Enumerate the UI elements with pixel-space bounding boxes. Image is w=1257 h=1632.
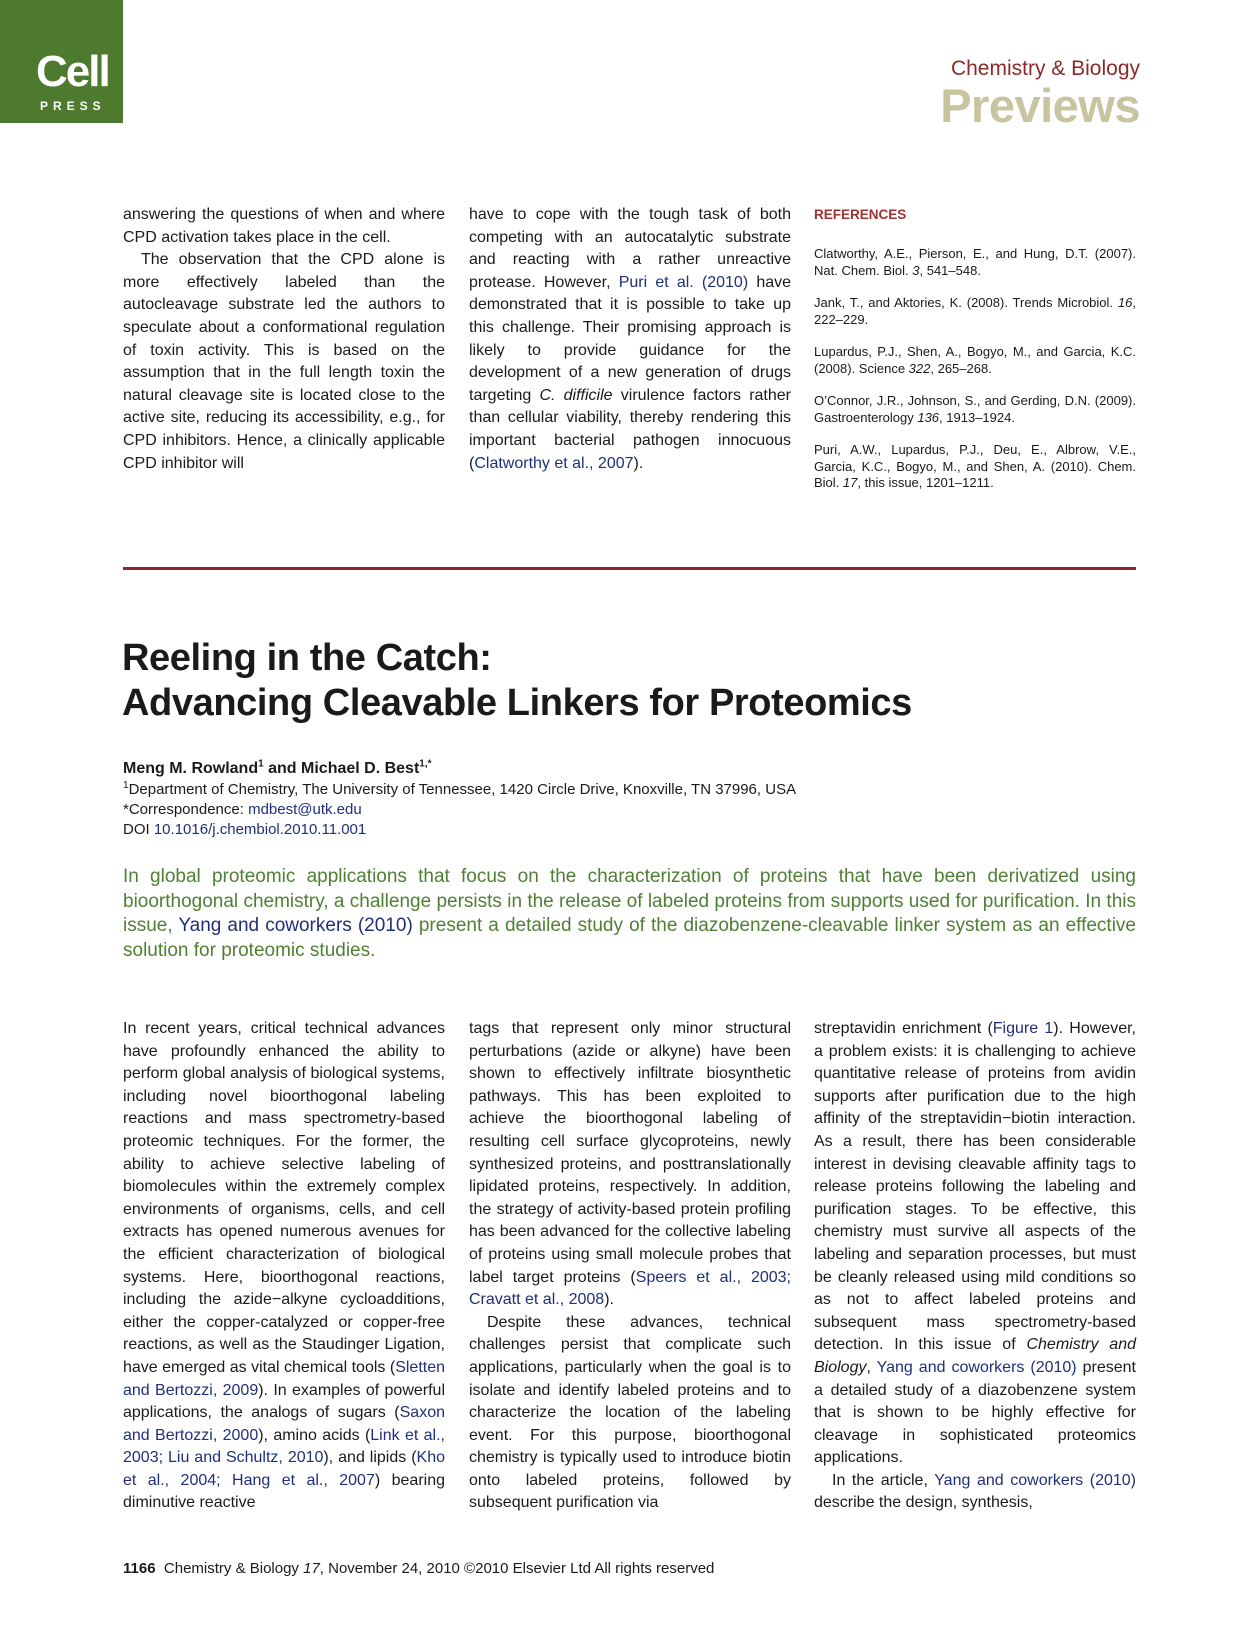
email-link[interactable]: mdbest@utk.edu (248, 801, 362, 818)
top-column-1 (123, 204, 445, 475)
reference-item: Lupardus, P.J., Shen, A., Bogyo, M., and Garcia, K.C. (2008). Science 322, 265–268. (814, 344, 1136, 376)
paragraph: have to cope with the tough task of both competing with an autocatalytic substrate and reacting with a rather unreactive protease. However, Puri et al. (2010) have demonstrated that it is possible to take up this challenge. Their promising approach is likely to provide guidance for the development of a new generation of drugs targeting C. difficile virulence factors rather than cellular viability, thereby rendering this important bacterial pathogen innocuous (Clatworthy et al., 2007). (469, 206, 792, 472)
paragraph: streptavidin enrichment (Figure 1). However, a problem exists: it is challenging to achieve quantitative release of proteins from avidin supports after purification due to the high affinity of the streptavidin−biotin interaction. As a result, there has been considerable interest in devising cleavable affinity tags to release proteins following the labeling and purification stages. To be effective, this chemistry must survive all aspects of the labeling and separation processes, but must be cleanly released using mild conditions so as not to affect labeled proteins and subsequent mass spectrometry-based detection. In this issue of Chemistry and Biology, Yang and coworkers (2010) present a detailed study of a diazobenzene system that is shown to be highly effective for cleavage in sophisticated proteomics applications. (814, 1020, 1136, 1467)
paragraph: answering the questions of when and where CPD activation takes place in the cell. (123, 206, 445, 246)
citation-link[interactable]: Saxon and Bertozzi, 2000 (123, 1404, 445, 1444)
reference-item: Jank, T., and Aktories, K. (2008). Trends Microbiol. 16, 222–229. (814, 295, 1136, 327)
citation-link[interactable]: Puri et al. (2010) (618, 273, 749, 291)
title-line-1: Reeling in the Catch: (122, 637, 492, 679)
reference-item: Clatworthy, A.E., Pierson, E., and Hung, D.T. (2007). Nat. Chem. Biol. 3, 541–548. (814, 246, 1136, 278)
citation-link[interactable]: Speers et al., 2003; Cravatt et al., 2008 (469, 1268, 791, 1309)
citation-link[interactable]: Yang and coworkers (2010) (178, 915, 413, 936)
section-name: Previews (940, 79, 1140, 132)
logo-sub-text: PRESS (40, 99, 106, 113)
citation-link[interactable]: Yang and coworkers (2010) (876, 1358, 1077, 1376)
doi-link[interactable]: 10.1016/j.chembiol.2010.11.001 (153, 821, 367, 838)
citation-link[interactable]: Yang and coworkers (2010) (934, 1471, 1136, 1489)
paragraph: Despite these advances, technical challenges persist that complicate such applications, particularly when the goal is to isolate and identify labeled proteins and to characterize the location of the labeling event. For this purpose, bioorthogonal chemistry is typically used to introduce biotin onto labeled proteins, followed by subsequent purification via (469, 1313, 791, 1512)
author-list: Meng M. Rowland$^1$ and Michael D. Best$^{1,*}$ (123, 758, 432, 777)
citation-link[interactable]: Kho et al., 2004; Hang et al., 2007 (123, 1449, 446, 1489)
correspondence: *Correspondence: mdbest@utk.edu (123, 801, 362, 818)
paragraph: The observation that the CPD alone is more effectively labeled than the autocleavage substrate led the authors to speculate about a conformational regulation of toxin activity. This is based on the assumption that in the full length toxin the natural cleavage site is located close to the active site, reducing its accessibility, e.g., for CPD inhibitors. Hence, a clinically applicable CPD inhibitor will (123, 251, 445, 472)
body-column-3 (814, 1018, 1136, 1515)
body-column-2 (469, 1018, 791, 1515)
affiliation: $^1$Department of Chemistry, The University of Tennessee, 1420 Circle Drive, Knoxville, TN 37996, USA (123, 780, 797, 798)
section-divider (123, 567, 1136, 570)
title-line-2: Advancing Cleavable Linkers for Proteomics (122, 682, 912, 724)
citation-link[interactable]: Link et al., 2003; Liu and Schultz, 2010 (123, 1426, 446, 1467)
reference-item: O’Connor, J.R., Johnson, S., and Gerding, D.N. (2009). Gastroenterology 136, 1913–1924. (814, 393, 1136, 425)
paragraph: In the article, Yang and coworkers (2010) describe the design, synthesis, (814, 1471, 1136, 1512)
cell-press-logo (0, 0, 123, 123)
page-footer: 1166 Chemistry & Biology 17, November 24, 2010 ©2010 Elsevier Ltd All rights reserved (123, 1560, 715, 1577)
citation-link[interactable]: Clatworthy et al., 2007 (474, 454, 634, 472)
paragraph: tags that represent only minor structural perturbations (azide or alkyne) have been shown to effectively infiltrate biosynthetic pathways. This has been exploited to achieve the bioorthogonal labeling of resulting cell surface glycoproteins, newly synthesized proteins, and posttranslationally lipidated proteins, respectively. In addition, the strategy of activity-based protein profiling has been advanced for the collective labeling of proteins using small molecule probes that label target proteins (Speers et al., 2003; Cravatt et al., 2008). (469, 1020, 791, 1309)
paragraph: In recent years, critical technical advances have profoundly enhanced the ability to perform global analysis of biological systems, including novel bioorthogonal labeling reactions and mass spectrometry-based proteomic techniques. For the former, the ability to achieve selective labeling of biomolecules within the extremely complex environments of organisms, cells, and cell extracts has opened numerous avenues for the efficient characterization of biological systems. Here, bioorthogonal reactions, including the azide−alkyne cycloadditions, either the copper-catalyzed or copper-free reactions, as well as the Staudinger Ligation, have emerged as vital chemical tools (Sletten and Bertozzi, 2009). In examples of powerful applications, the analogs of sugars (Saxon and Bertozzi, 2000), amino acids (Link et al., 2003; Liu and Schultz, 2010), and lipids (Kho et al., 2004; Hang et al., 2007) bearing diminutive reactive (123, 1020, 446, 1512)
references-heading: REFERENCES (814, 207, 907, 222)
journal-name: Chemistry & Biology (950, 57, 1140, 80)
doi: DOI 10.1016/j.chembiol.2010.11.001 (123, 821, 367, 838)
top-column-2 (469, 204, 791, 475)
reference-item: Puri, A.W., Lupardus, P.J., Deu, E., Albrow, V.E., Garcia, K.C., Bogyo, M., and Shen, A. (2010). Chem. Biol. 17, this issue, 1201–1211. (814, 442, 1136, 490)
references-list (814, 246, 1136, 508)
logo-main-text: Cell (36, 47, 109, 96)
citation-link[interactable]: Sletten and Bertozzi, 2009 (123, 1358, 445, 1399)
abstract: In global proteomic applications that focus on the characterization of proteins that have been derivatized using bioorthogonal chemistry, a challenge persists in the release of labeled proteins from supports used for purification. In this issue, Yang and coworkers (2010) present a detailed study of the diazobenzene-cleavable linker system as an effective solution for proteomic studies. (123, 866, 1136, 961)
body-column-1 (123, 1018, 445, 1515)
figure-link[interactable]: Figure 1 (992, 1020, 1054, 1037)
article-title (122, 636, 912, 726)
page-number: 1166 (123, 1560, 156, 1577)
